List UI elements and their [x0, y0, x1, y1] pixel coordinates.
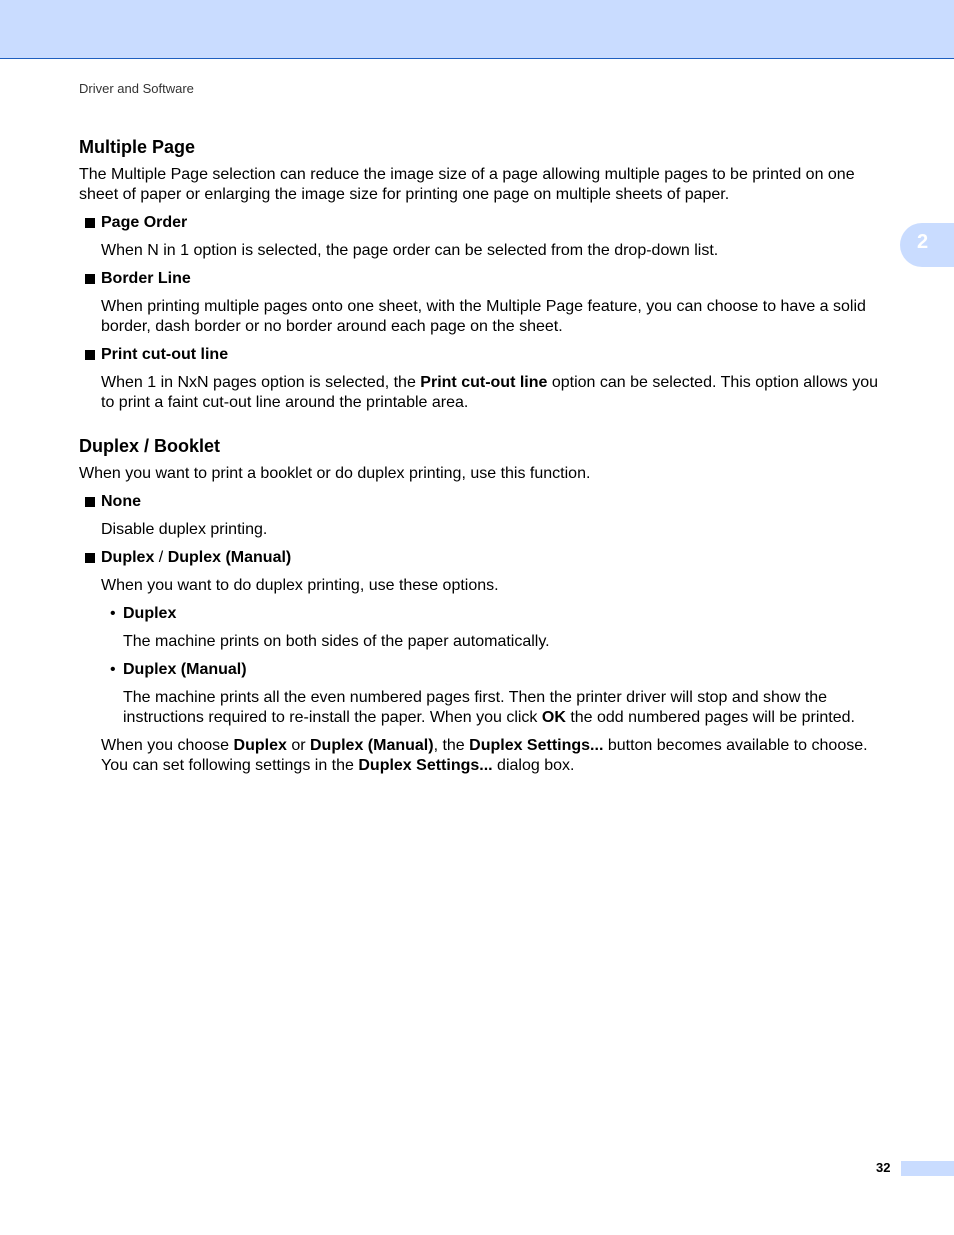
bullet-dot-icon: • — [110, 661, 116, 678]
square-bullet-icon — [85, 350, 95, 360]
sub-heading-duplex: • Duplex — [110, 605, 177, 622]
item-body-border-line: When printing multiple pages onto one sheet, with the Multiple Page feature, you can choose to have a solid border, dash border or no border around each page on the sheet. — [101, 298, 866, 335]
item-heading-duplex: Duplex / Duplex (Manual) — [79, 548, 894, 568]
running-title: Driver and Software — [79, 81, 194, 96]
item-body-cutout: When 1 in NxN pages option is selected, the Print cut-out line option can be selected. This option allows you to print a faint cut-out line around the printable area. — [101, 374, 878, 411]
page-number: 32 — [876, 1160, 891, 1175]
sub-heading-duplex-manual: • Duplex (Manual) — [110, 661, 247, 678]
section-title-duplex: Duplex / Booklet — [79, 436, 221, 456]
sub-body-duplex-manual: The machine prints all the even numbered pages first. Then the printer driver will stop and show the instructions required to re-install the paper. When you click OK the odd numbered pages will be printed. — [123, 689, 855, 726]
item-body-duplex: When you want to do duplex printing, use these options. — [101, 577, 499, 594]
item-heading-border-line: Border Line — [79, 269, 894, 289]
main-content — [79, 136, 894, 784]
section-title-multiple-page: Multiple Page — [79, 137, 196, 157]
item-body-page-order: When N in 1 option is selected, the page order can be selected from the drop-down list. — [101, 242, 719, 259]
chapter-tab — [900, 223, 954, 267]
section-intro: When you want to print a booklet or do duplex printing, use this function. — [79, 465, 591, 482]
duplex-settings-note: When you choose Duplex or Duplex (Manual), the Duplex Settings... button becomes available to choose. You can set following settings in the Duplex Settings... dialog box. — [101, 737, 868, 774]
square-bullet-icon — [85, 218, 95, 228]
section-intro: The Multiple Page selection can reduce the image size of a page allowing multiple pages to be printed on one sheet of paper or enlarging the image size for printing one page on multiple sheets of paper. — [79, 166, 855, 203]
sub-body-duplex: The machine prints on both sides of the paper automatically. — [123, 633, 550, 650]
page-number-bar — [901, 1161, 954, 1176]
item-heading-cutout: Print cut-out line — [79, 345, 894, 365]
square-bullet-icon — [85, 553, 95, 563]
item-body-none: Disable duplex printing. — [101, 521, 268, 538]
item-heading-none: None — [79, 492, 894, 512]
header-band — [0, 0, 954, 59]
bullet-dot-icon: • — [110, 605, 116, 622]
square-bullet-icon — [85, 274, 95, 284]
item-heading-page-order: Page Order — [79, 213, 894, 233]
chapter-number: 2 — [917, 231, 929, 253]
square-bullet-icon — [85, 497, 95, 507]
